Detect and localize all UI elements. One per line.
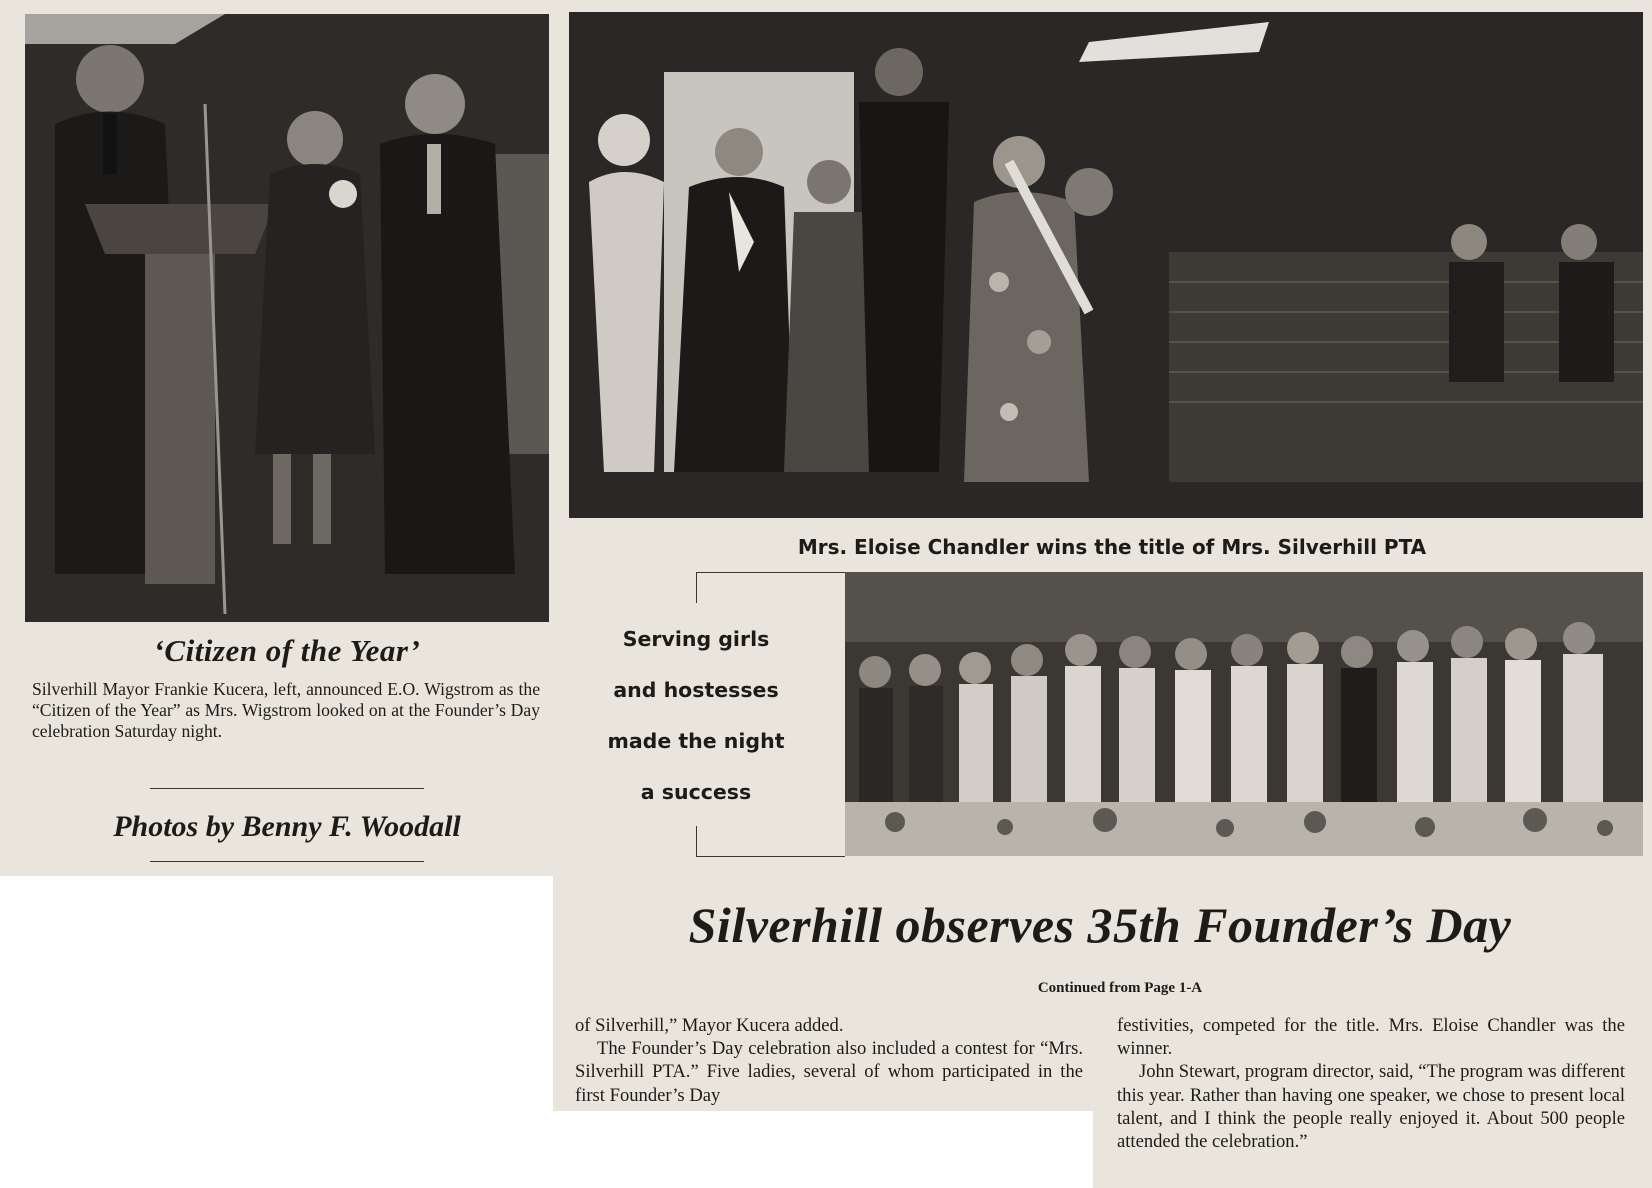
article-col1-para2: The Founder’s Day celebration also included a contest for “Mrs. Silverhill PTA.” Five ladies, several of whom participated in the first Founder’s Day [575, 1038, 1083, 1106]
continued-from: Continued from Page 1-A [1037, 980, 1203, 996]
mrs-silverhill-pta-caption: Mrs. Eloise Chandler wins the title of Mrs. Silverhill PTA [797, 535, 1427, 559]
article-column-2 [1117, 1014, 1625, 1153]
sidebox-line-2: and hostesses [613, 678, 779, 702]
article-col1-para1: of Silverhill,” Mayor Kucera added. [575, 1015, 844, 1036]
sidebox-text [586, 614, 806, 818]
citizen-of-year-title: ‘Citizen of the Year’ [153, 633, 421, 668]
credit-rule-top [150, 788, 424, 789]
sidebox-line-1: Serving girls [622, 627, 770, 651]
serving-girls-photo-image [845, 572, 1643, 856]
article-column-1 [575, 1014, 1083, 1107]
sidebox-line-3: made the night [607, 729, 785, 753]
citizen-of-year-photo [25, 14, 549, 622]
citizen-of-year-photo-image [25, 14, 549, 622]
sidebox-bracket-top [696, 572, 845, 603]
mrs-silverhill-pta-photo-image [569, 12, 1643, 518]
photo-credit: Photos by Benny F. Woodall [113, 810, 461, 843]
serving-girls-photo [845, 572, 1643, 856]
citizen-of-year-caption: Silverhill Mayor Frankie Kucera, left, announced E.O. Wigstrom as the “Citizen of the Year” as Mrs. Wigstrom looked on at the Founder’s Day celebration Saturday night. [32, 679, 540, 741]
credit-rule-bottom [150, 861, 424, 862]
sidebox-bracket-bottom [696, 826, 845, 857]
article-col2-para1: festivities, competed for the title. Mrs. Eloise Chandler was the winner. [1117, 1015, 1625, 1060]
headline: Silverhill observes 35th Founder’s Day [688, 897, 1512, 953]
sidebox-line-4: a success [640, 780, 752, 804]
article-col2-para2: John Stewart, program director, said, “The program was different this year. Rather than having one speaker, we chose to present local talent, and I think the people really enjoyed it. About 500 people attended the celebration.” [1117, 1061, 1625, 1153]
mrs-silverhill-pta-photo [569, 12, 1643, 518]
